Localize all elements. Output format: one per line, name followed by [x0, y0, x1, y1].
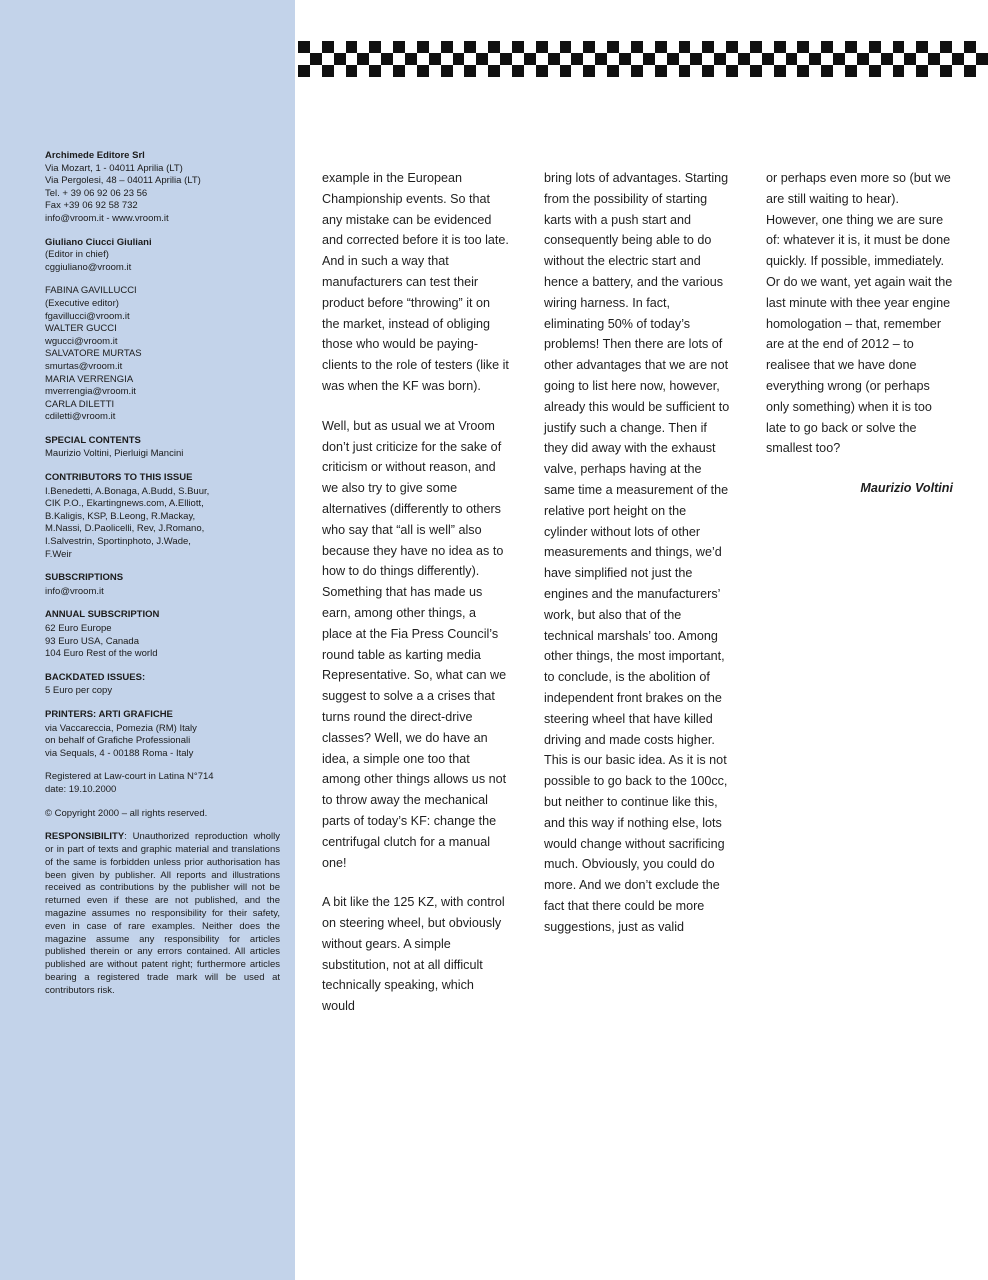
- checker-square: [548, 41, 560, 53]
- article-body: [322, 168, 954, 1017]
- registration-block: [45, 771, 280, 796]
- checker-square: [762, 41, 774, 53]
- checker-square: [417, 65, 429, 77]
- checker-square: [631, 41, 643, 53]
- checker-square: [512, 65, 524, 77]
- copyright-block: [45, 808, 280, 821]
- checker-square: [881, 65, 893, 77]
- checker-square: [786, 65, 798, 77]
- checker-square: [643, 41, 655, 53]
- special-contents-text: Maurizio Voltini, Pierluigi Mancini: [45, 448, 184, 460]
- publisher-fax: Fax +39 06 92 58 732: [45, 200, 138, 212]
- annual-subscription-block: [45, 609, 280, 660]
- responsibility-label: RESPONSIBILITY: [45, 831, 125, 843]
- staff-name-3: SALVATORE MURTAS: [45, 348, 142, 360]
- editor-in-chief-email: cggiuliano@vroom.it: [45, 261, 132, 273]
- checker-square: [904, 53, 916, 65]
- checker-square: [809, 65, 821, 77]
- checker-square: [833, 53, 845, 65]
- checker-square: [548, 53, 560, 65]
- checker-square: [833, 41, 845, 53]
- checker-square: [667, 53, 679, 65]
- checker-square: [857, 65, 869, 77]
- checker-square: [595, 41, 607, 53]
- checker-square: [453, 65, 465, 77]
- checker-square: [512, 53, 524, 65]
- checker-square: [631, 65, 643, 77]
- checker-square: [631, 53, 643, 65]
- checker-square: [334, 41, 346, 53]
- checker-square: [774, 65, 786, 77]
- checker-square: [821, 53, 833, 65]
- article-column-2: [544, 168, 731, 1017]
- checker-square: [441, 41, 453, 53]
- staff-name-5: CARLA DILETTI: [45, 398, 115, 410]
- subscriptions-block: [45, 572, 280, 598]
- checker-square: [833, 65, 845, 77]
- checker-square: [357, 41, 369, 53]
- printers-block: [45, 709, 280, 760]
- checker-square: [667, 41, 679, 53]
- checker-square: [893, 65, 905, 77]
- checker-square: [714, 65, 726, 77]
- checker-square: [893, 53, 905, 65]
- checker-square: [952, 53, 964, 65]
- checker-square: [405, 65, 417, 77]
- article-paragraph: bring lots of advantages. Starting from the possibility of starting karts with a push start and consequently being able to do without the electric start and hence a battery, and the various wiring harness. In fact, eliminating 50% of today’s problems! Then there are lots of other advantages that we are not going to list here now, however, already this would be sufficient to justify such a change. Then if they did away with the exhaust valve, perhaps having at the same time a measurement of the relative port height on the cylinder without lots of other measurements and things, we’d have simplified not just the engines and the manufacturers’ work, but also that of the technical marshals’ too. Among other things, the most important, to conclude, is the abolition of independent front brakes on the steering wheel that have killed driving and made costs higher. This is our basic idea. As it is not possible to go back to the 100cc, but neither to continue like this, and this way if nothing else, lots would change without sacrificing much. Obviously, you could do more. And we don’t exclude the fact that there could be more suggestions, just as valid: [544, 171, 730, 934]
- annual-subscription-line-2: 93 Euro USA, Canada: [45, 635, 140, 647]
- checker-square: [393, 53, 405, 65]
- checker-square: [916, 65, 928, 77]
- checker-square: [512, 41, 524, 53]
- checker-square: [750, 41, 762, 53]
- staff-name-1: FABINA GAVILLUCCI: [45, 285, 137, 297]
- printers-line-2: on behalf of Grafiche Professionali: [45, 735, 191, 747]
- checker-square: [762, 65, 774, 77]
- checker-square: [571, 53, 583, 65]
- checker-row: [298, 65, 988, 77]
- contributors-line-3: B.Kaligis, KSP, B.Leong, R.Mackay,: [45, 510, 196, 522]
- article-column-1: [322, 168, 509, 1017]
- checker-square: [904, 65, 916, 77]
- checker-square: [928, 41, 940, 53]
- checker-square: [881, 41, 893, 53]
- checker-square: [381, 65, 393, 77]
- publisher-address-1: Via Mozart, 1 - 04011 Aprilia (LT): [45, 162, 183, 174]
- checker-square: [488, 41, 500, 53]
- annual-subscription-line-1: 62 Euro Europe: [45, 623, 112, 634]
- checker-square: [881, 53, 893, 65]
- checker-square: [976, 65, 988, 77]
- checker-square: [369, 53, 381, 65]
- staff-block: [45, 285, 280, 424]
- checker-square: [797, 41, 809, 53]
- checker-square: [702, 53, 714, 65]
- checker-square: [381, 41, 393, 53]
- checker-square: [845, 53, 857, 65]
- backdated-issues-block: [45, 672, 280, 698]
- checker-square: [536, 65, 548, 77]
- checker-square: [429, 41, 441, 53]
- checker-square: [845, 41, 857, 53]
- checker-square: [488, 53, 500, 65]
- publisher-block: [45, 150, 280, 226]
- registration-line-2: date: 19.10.2000: [45, 783, 117, 795]
- checker-square: [393, 65, 405, 77]
- checker-square: [726, 41, 738, 53]
- annual-subscription-line-3: 104 Euro Rest of the world: [45, 648, 158, 660]
- staff-name-4: MARIA VERRENGIA: [45, 373, 134, 385]
- checker-square: [322, 53, 334, 65]
- editor-in-chief-role: (Editor in chief): [45, 249, 109, 261]
- checker-square: [607, 53, 619, 65]
- checker-square: [869, 53, 881, 65]
- checker-square: [571, 65, 583, 77]
- editor-in-chief-block: [45, 237, 280, 275]
- checker-square: [857, 53, 869, 65]
- checker-square: [869, 65, 881, 77]
- checker-square: [536, 53, 548, 65]
- checker-square: [298, 53, 310, 65]
- checker-row: [298, 41, 988, 53]
- checker-square: [809, 53, 821, 65]
- checker-square: [369, 65, 381, 77]
- checker-square: [738, 65, 750, 77]
- registration-line-1: Registered at Law-court in Latina N°714: [45, 771, 214, 783]
- responsibility-block: [45, 831, 280, 997]
- checker-square: [726, 65, 738, 77]
- checker-square: [821, 41, 833, 53]
- staff-name-2: WALTER GUCCI: [45, 323, 117, 335]
- staff-email-1: fgavillucci@vroom.it: [45, 310, 130, 322]
- checker-square: [893, 41, 905, 53]
- contributors-line-5: I.Salvestrin, Sportinphoto, J.Wade,: [45, 536, 191, 548]
- checker-square: [655, 53, 667, 65]
- checker-square: [940, 41, 952, 53]
- checker-square: [560, 65, 572, 77]
- contributors-line-6: F.Weir: [45, 548, 72, 560]
- checker-square: [976, 41, 988, 53]
- checker-square: [322, 41, 334, 53]
- article-signature: Maurizio Voltini: [860, 481, 953, 496]
- checker-square: [536, 41, 548, 53]
- checker-square: [334, 53, 346, 65]
- annual-subscription-heading: ANNUAL SUBSCRIPTION: [45, 609, 160, 621]
- checker-square: [964, 53, 976, 65]
- checker-square: [429, 65, 441, 77]
- checker-square: [726, 53, 738, 65]
- checker-square: [346, 53, 358, 65]
- checker-square: [393, 41, 405, 53]
- colophon-panel: [0, 0, 295, 1280]
- checker-square: [524, 41, 536, 53]
- checker-square: [441, 65, 453, 77]
- article-paragraph: Well, but as usual we at Vroom don’t just criticize for the sake of criticism or without reason, and we also try to give some alternatives (differently to others who say that “all is well” also because they have no idea as to how to do things differently). Something that has made us earn, among other things, a place at the Fia Press Council’s round table as karting media Representative. So, what can we suggest to solve a a crises that turns round the direct-drive classes? Well, we do have an idea, a simple one too that among other things allows us not to throw away the mechanical parts of today’s KF: change the centrifugal clutch for a manual one!: [322, 418, 507, 870]
- checker-square: [560, 53, 572, 65]
- checker-square: [714, 41, 726, 53]
- checker-square: [417, 41, 429, 53]
- checker-square: [500, 41, 512, 53]
- checker-square: [346, 41, 358, 53]
- checker-square: [619, 53, 631, 65]
- checker-square: [595, 65, 607, 77]
- checker-square: [619, 65, 631, 77]
- checker-square: [500, 65, 512, 77]
- checker-square: [464, 41, 476, 53]
- checker-square: [310, 53, 322, 65]
- checker-square: [690, 65, 702, 77]
- checkered-flag-banner: [298, 41, 988, 77]
- backdated-issues-heading: BACKDATED ISSUES:: [45, 671, 146, 683]
- checker-square: [916, 53, 928, 65]
- checker-square: [453, 41, 465, 53]
- checker-square: [357, 65, 369, 77]
- checker-square: [786, 41, 798, 53]
- checker-square: [476, 65, 488, 77]
- staff-email-5: cdiletti@vroom.it: [45, 411, 116, 423]
- checker-square: [714, 53, 726, 65]
- publisher-address-2: Via Pergolesi, 48 – 04011 Aprilia (LT): [45, 175, 201, 187]
- printers-line-1: via Vaccareccia, Pomezia (RM) Italy: [45, 722, 197, 734]
- checker-square: [417, 53, 429, 65]
- checker-square: [453, 53, 465, 65]
- checker-square: [322, 65, 334, 77]
- checker-square: [607, 41, 619, 53]
- contributors-block: [45, 472, 280, 561]
- article-paragraph: or perhaps even more so (but we are still waiting to hear). However, one thing we are sure of: whatever it is, it must be done quickly. If possible, immediately. Or do we want, yet again wait the last minute with thee year engine homologation – that, remember are at the end of 2012 – to realisee that we have done everything wrong (or perhaps only something) when it is too late to go back or solve the smallest too?: [766, 171, 953, 456]
- checker-square: [381, 53, 393, 65]
- contributors-line-2: CIK P.O., Ekartingnews.com, A.Elliott,: [45, 498, 204, 510]
- checker-square: [655, 65, 667, 77]
- publisher-phone: Tel. + 39 06 92 06 23 56: [45, 187, 148, 199]
- publisher-email-web: info@vroom.it - www.vroom.it: [45, 212, 169, 224]
- checker-square: [369, 41, 381, 53]
- checker-square: [595, 53, 607, 65]
- checker-square: [964, 41, 976, 53]
- checker-square: [643, 65, 655, 77]
- checker-square: [548, 65, 560, 77]
- checker-square: [405, 53, 417, 65]
- special-contents-block: [45, 435, 280, 461]
- contributors-line-1: I.Benedetti, A.Bonaga, A.Budd, S.Buur,: [45, 485, 210, 497]
- checker-square: [738, 53, 750, 65]
- checker-square: [738, 41, 750, 53]
- checker-square: [583, 41, 595, 53]
- checker-square: [298, 41, 310, 53]
- checker-square: [643, 53, 655, 65]
- checker-square: [809, 41, 821, 53]
- checker-square: [464, 53, 476, 65]
- checker-square: [952, 65, 964, 77]
- checker-square: [702, 65, 714, 77]
- checker-square: [940, 65, 952, 77]
- checker-square: [869, 41, 881, 53]
- checker-square: [750, 53, 762, 65]
- checker-square: [679, 65, 691, 77]
- checker-square: [405, 41, 417, 53]
- checker-square: [797, 53, 809, 65]
- checker-square: [679, 41, 691, 53]
- checker-square: [441, 53, 453, 65]
- checker-square: [690, 41, 702, 53]
- checker-square: [476, 41, 488, 53]
- publisher-name: Archimede Editore Srl: [45, 150, 145, 161]
- printers-line-3: via Sequals, 4 - 00188 Roma - Italy: [45, 747, 194, 759]
- checker-square: [976, 53, 988, 65]
- checker-square: [940, 53, 952, 65]
- backdated-issues-text: 5 Euro per copy: [45, 685, 113, 697]
- checker-square: [690, 53, 702, 65]
- staff-email-4: mverrengia@vroom.it: [45, 386, 136, 398]
- checker-square: [786, 53, 798, 65]
- checker-square: [583, 65, 595, 77]
- checker-square: [821, 65, 833, 77]
- checker-square: [500, 53, 512, 65]
- checker-square: [928, 53, 940, 65]
- checker-square: [952, 41, 964, 53]
- printers-heading: PRINTERS: ARTI GRAFICHE: [45, 708, 173, 720]
- checker-square: [524, 53, 536, 65]
- article-paragraph: A bit like the 125 KZ, with control on steering wheel, but obviously without gears. A simple substitution, not at all difficult technically speaking, which would: [322, 895, 505, 1014]
- checker-square: [762, 53, 774, 65]
- staff-email-2: wgucci@vroom.it: [45, 335, 118, 347]
- checker-square: [346, 65, 358, 77]
- checker-square: [679, 53, 691, 65]
- subscriptions-email: info@vroom.it: [45, 585, 104, 597]
- checker-square: [310, 65, 322, 77]
- checker-square: [334, 65, 346, 77]
- checker-square: [857, 41, 869, 53]
- contributors-line-4: M.Nassi, D.Paolicelli, Rev, J.Romano,: [45, 523, 205, 535]
- editor-in-chief-name: Giuliano Ciucci Giuliani: [45, 236, 152, 248]
- staff-role-1: (Executive editor): [45, 297, 119, 309]
- checker-square: [667, 65, 679, 77]
- checker-square: [298, 65, 310, 77]
- checker-square: [476, 53, 488, 65]
- checker-square: [524, 65, 536, 77]
- checker-square: [429, 53, 441, 65]
- article-paragraph: example in the European Championship events. So that any mistake can be evidenced and corrected before it is too late. And in such a way that manufacturers can test their product before “throwing” it on the market, instead of obliging those who would be paying-clients to the role of testers (like it was when the KF was born).: [322, 171, 509, 393]
- responsibility-text: : Unauthorized reproduction wholly or in part of texts and graphic material and translations of the same is forbidden unless prior authorisation has been given by publisher. All reports and illustrations received as contributions by the publisher will not be returned even if these are not published, and the magazine assumes no responsibility for their safety, even in case of rare examples. Neither does the magazine assume any responsibility for articles published therein or any errors contained. All articles published are without patent right; furthermore articles bearing a registered trade mark will be used at contributors risk.: [45, 831, 280, 996]
- checker-square: [964, 65, 976, 77]
- checker-square: [774, 41, 786, 53]
- copyright-text: © Copyright 2000 – all rights reserved.: [45, 807, 208, 819]
- article-column-3: [766, 168, 953, 1017]
- contributors-heading: CONTRIBUTORS TO THIS ISSUE: [45, 472, 193, 484]
- checker-square: [560, 41, 572, 53]
- checker-square: [797, 65, 809, 77]
- checker-row: [298, 53, 988, 65]
- checker-square: [488, 65, 500, 77]
- checker-square: [750, 65, 762, 77]
- checker-square: [655, 41, 667, 53]
- checker-square: [916, 41, 928, 53]
- checker-square: [928, 65, 940, 77]
- checker-square: [774, 53, 786, 65]
- checker-square: [607, 65, 619, 77]
- special-contents-heading: SPECIAL CONTENTS: [45, 434, 141, 446]
- checker-square: [904, 41, 916, 53]
- checker-square: [702, 41, 714, 53]
- checker-square: [583, 53, 595, 65]
- staff-email-3: smurtas@vroom.it: [45, 360, 123, 372]
- checker-square: [310, 41, 322, 53]
- checker-square: [464, 65, 476, 77]
- checker-square: [619, 41, 631, 53]
- checker-square: [357, 53, 369, 65]
- checker-square: [845, 65, 857, 77]
- masthead-text: [45, 150, 280, 1008]
- subscriptions-heading: SUBSCRIPTIONS: [45, 572, 124, 584]
- checker-square: [571, 41, 583, 53]
